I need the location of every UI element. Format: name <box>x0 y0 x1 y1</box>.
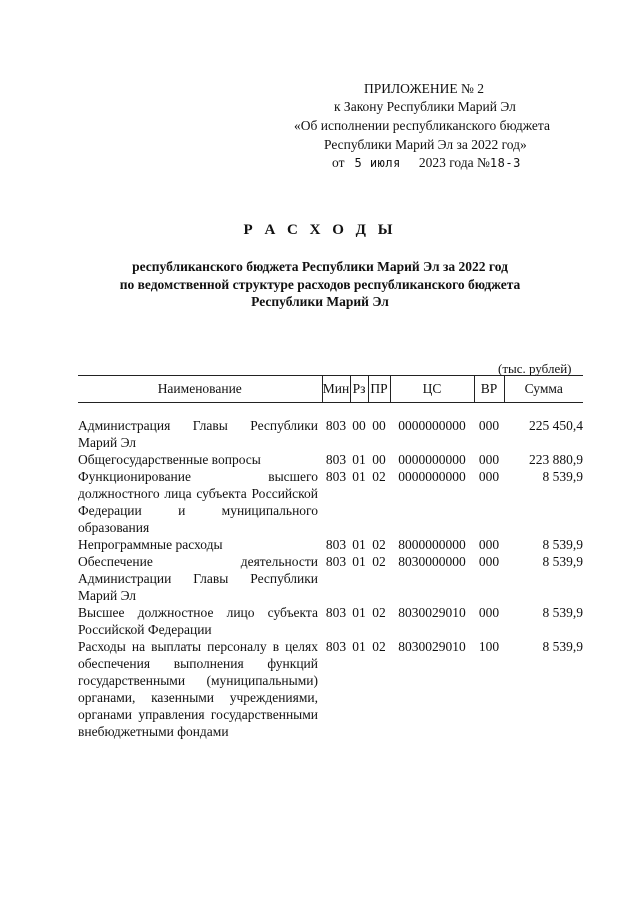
table-row <box>78 536 583 553</box>
cell-vr: 000 <box>478 537 500 552</box>
cell-rz: 01 <box>352 469 366 484</box>
cell-sum: 8 539,9 <box>542 469 583 484</box>
date-day-month: 5 июля <box>354 156 401 170</box>
cell-cs: 8030029010 <box>398 605 466 620</box>
cell-vr: 000 <box>478 554 500 569</box>
cell-vr: 100 <box>478 639 500 654</box>
cell-rz: 00 <box>352 418 366 433</box>
table-row <box>78 604 583 638</box>
cell-vr: 000 <box>478 469 500 484</box>
budget-table <box>78 375 583 740</box>
header-name: Наименование <box>78 376 322 403</box>
cell-vr: 000 <box>478 605 500 620</box>
header-pr: ПР <box>368 376 390 403</box>
cell-min: 803 <box>325 554 347 569</box>
table-row <box>78 417 583 451</box>
subtitle-line-1: республиканского бюджета Республики Марий Эл за 2022 год <box>132 259 508 274</box>
cell-rz: 01 <box>352 452 366 467</box>
cell-sum: 8 539,9 <box>542 605 583 620</box>
date-prefix: от <box>332 155 345 170</box>
cell-name: Общегосударственные вопросы <box>78 452 261 467</box>
table-row <box>78 553 583 604</box>
cell-name: Непрограммные расходы <box>78 537 223 552</box>
budget-table-container <box>78 375 583 740</box>
appendix-about: «Об исполнении республиканского бюджета <box>294 118 550 133</box>
date-number: 18-З <box>489 156 521 170</box>
cell-sum: 8 539,9 <box>542 639 583 654</box>
cell-cs: 0000000000 <box>398 469 466 484</box>
appendix-date-line <box>332 154 521 172</box>
cell-cs: 8030000000 <box>398 554 466 569</box>
table-spacer <box>78 403 583 418</box>
table-row <box>78 451 583 468</box>
cell-sum: 223 880,9 <box>529 452 583 467</box>
cell-cs: 8000000000 <box>398 537 466 552</box>
cell-name: Администрация Главы Республики Марий Эл <box>78 418 318 450</box>
cell-sum: 8 539,9 <box>542 537 583 552</box>
cell-pr: 00 <box>372 418 386 433</box>
table-header-row <box>78 376 583 403</box>
cell-pr: 02 <box>372 554 386 569</box>
cell-name: Функционирование высшего должностного лица субъекта Российской Федерации и муниципального образования <box>78 469 318 535</box>
document-title: Р А С Х О Д Ы <box>243 222 397 238</box>
cell-min: 803 <box>325 537 347 552</box>
cell-pr: 02 <box>372 537 386 552</box>
cell-sum: 8 539,9 <box>542 554 583 569</box>
cell-min: 803 <box>325 605 347 620</box>
appendix-law: к Закону Республики Марий Эл <box>334 99 516 114</box>
cell-rz: 01 <box>352 537 366 552</box>
appendix-number: ПРИЛОЖЕНИЕ № 2 <box>364 81 485 96</box>
cell-min: 803 <box>325 418 347 433</box>
cell-sum: 225 450,4 <box>529 418 583 433</box>
cell-cs: 0000000000 <box>398 452 466 467</box>
cell-pr: 02 <box>372 469 386 484</box>
cell-pr: 02 <box>372 605 386 620</box>
cell-vr: 000 <box>478 452 500 467</box>
cell-pr: 02 <box>372 639 386 654</box>
cell-cs: 0000000000 <box>398 418 466 433</box>
date-year: 2023 года № <box>418 155 490 170</box>
header-rz: Рз <box>350 376 368 403</box>
cell-rz: 01 <box>352 554 366 569</box>
header-vr: ВР <box>474 376 504 403</box>
header-cs: ЦС <box>390 376 474 403</box>
cell-pr: 00 <box>372 452 386 467</box>
cell-cs: 8030029010 <box>398 639 466 654</box>
cell-vr: 000 <box>478 418 500 433</box>
header-sum: Сумма <box>504 376 583 403</box>
subtitle-line-3: Республики Марий Эл <box>251 294 389 309</box>
cell-min: 803 <box>325 452 347 467</box>
table-row <box>78 638 583 740</box>
document-subtitle <box>60 258 580 311</box>
cell-rz: 01 <box>352 639 366 654</box>
header-min: Мин <box>322 376 350 403</box>
subtitle-line-2: по ведомственной структуре расходов республиканского бюджета <box>119 276 521 292</box>
appendix-budget-year: Республики Марий Эл за 2022 год» <box>324 137 527 152</box>
cell-name: Обеспечение деятельности Администрации Главы Республики Марий Эл <box>78 554 318 603</box>
cell-rz: 01 <box>352 605 366 620</box>
table-row <box>78 468 583 536</box>
cell-min: 803 <box>325 469 347 484</box>
cell-min: 803 <box>325 639 347 654</box>
cell-name: Высшее должностное лицо субъекта Российской Федерации <box>78 605 318 637</box>
units-label: (тыс. рублей) <box>498 361 572 376</box>
cell-name: Расходы на выплаты персоналу в целях обеспечения выполнения функций государственными (муниципальными) органами, казенными учреждениями, органами управления государственными внебюджетными фондами <box>78 639 318 739</box>
